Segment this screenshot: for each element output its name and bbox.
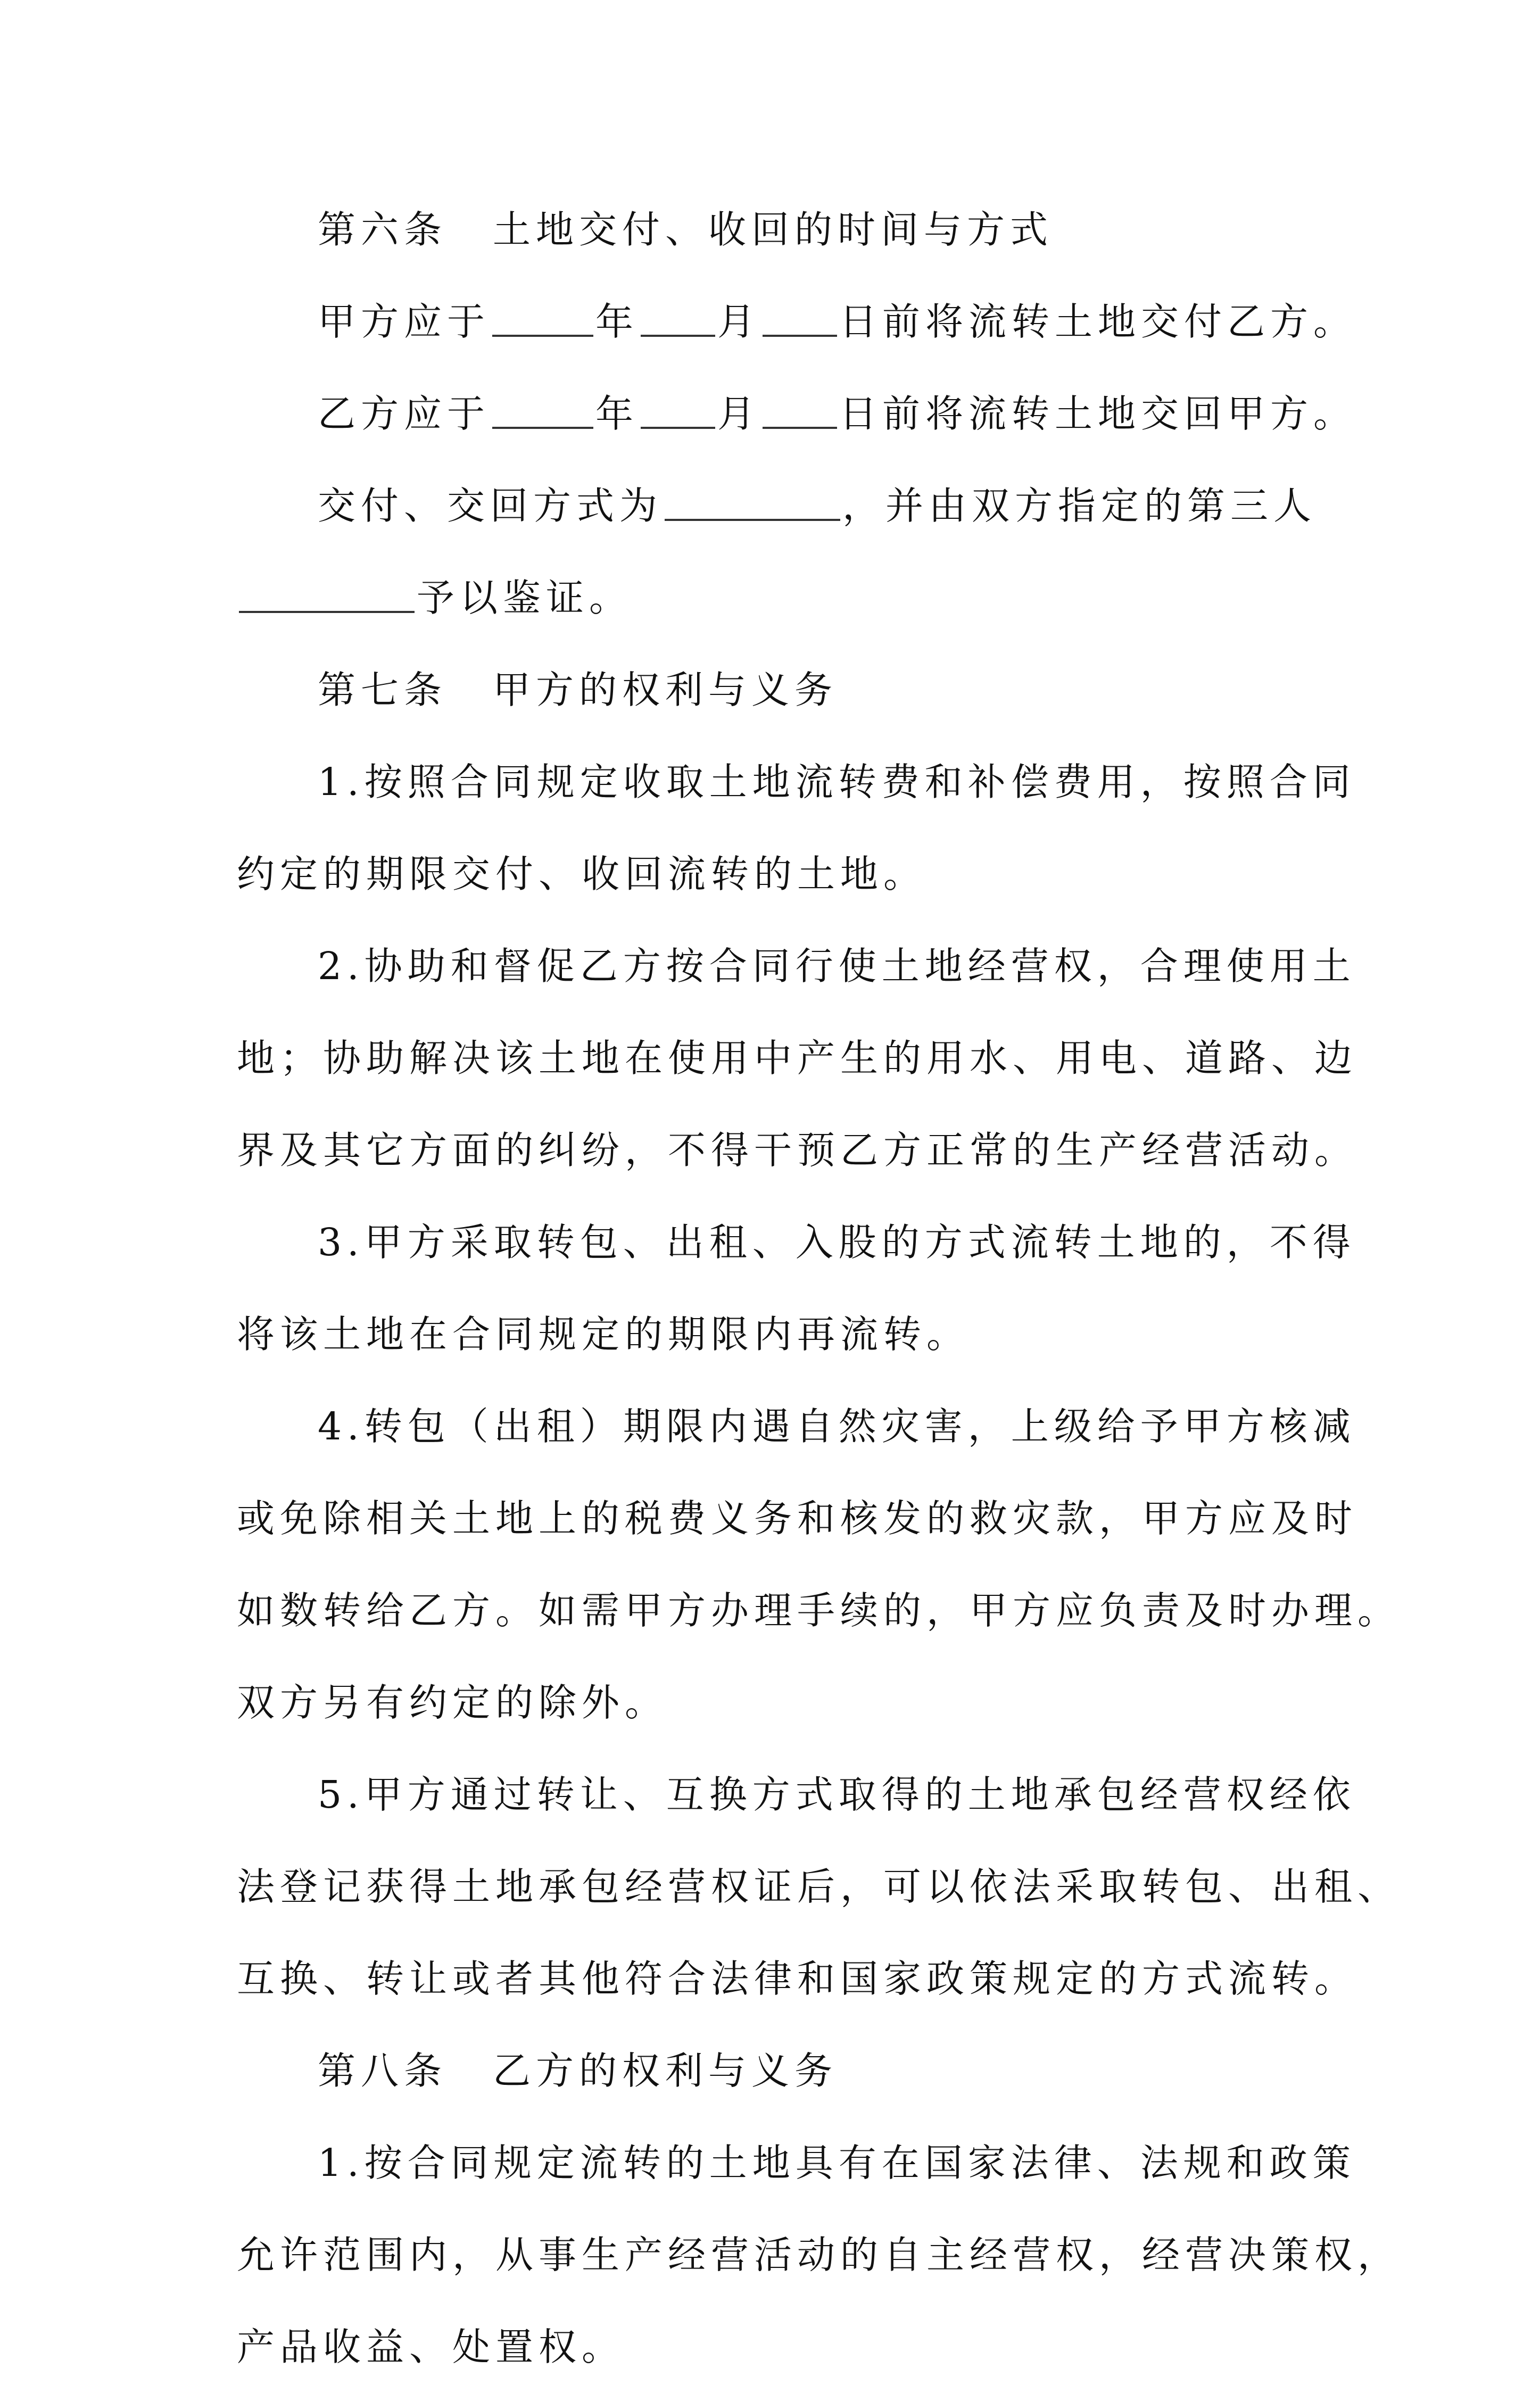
paragraph-line: 法登记获得土地承包经营权证后，可以依法采取转包、出租、: [237, 1865, 1401, 1909]
return-text-a: 乙方应于: [318, 392, 491, 436]
deliver-month-blank: [641, 300, 715, 337]
paragraph-line: 4.转包（出租）期限内遇自然灾害，上级给予甲方核减: [318, 1404, 1356, 1448]
witness-blank: [239, 576, 415, 613]
paragraph-line: 双方另有约定的除外。: [237, 1680, 668, 1725]
article-7-number: 第七条: [318, 668, 448, 712]
return-year-label: 年: [595, 392, 639, 436]
article-8-heading: [237, 2025, 1349, 2117]
return-text-rest: 日前将流转土地交回甲方。: [839, 392, 1357, 436]
deliver-year-label: 年: [595, 300, 639, 344]
deliver-day-blank: [763, 300, 837, 337]
deliver-year-blank: [492, 300, 593, 337]
paragraph-line: 界及其它方面的纠纷，不得干预乙方正常的生产经营活动。: [237, 1128, 1358, 1172]
witness-text: 予以鉴证。: [417, 576, 633, 620]
article-6-title: 土地交付、收回的时间与方式: [493, 208, 1054, 252]
article-6-method-line: [237, 460, 1349, 552]
article-8-title: 乙方的权利与义务: [493, 2049, 838, 2093]
method-text-b: ，并由双方指定的第三人: [842, 484, 1317, 528]
contract-body: [237, 184, 1401, 2393]
paragraph-line: 1.按合同规定流转的土地具有在国家法律、法规和政策: [318, 2141, 1356, 2185]
return-month-blank: [641, 392, 715, 429]
paragraph-line: 5.甲方通过转让、互换方式取得的土地承包经营权经依: [318, 1773, 1356, 1817]
method-blank: [665, 484, 840, 521]
return-month-label: 月: [717, 392, 761, 436]
paragraph-line: 2.协助和督促乙方按合同行使土地经营权，合理使用土: [318, 944, 1356, 988]
article-6-witness-line: [237, 552, 1349, 644]
method-text-a: 交付、交回方式为: [318, 484, 663, 528]
paragraph-line: 地；协助解决该土地在使用中产生的用水、用电、道路、边: [237, 1036, 1358, 1080]
return-year-blank: [492, 392, 593, 429]
paragraph-line: 互换、转让或者其他符合法律和国家政策规定的方式流转。: [237, 1957, 1358, 2001]
article-8-number: 第八条: [318, 2049, 448, 2093]
article-7-heading: [237, 644, 1349, 736]
article-7-title: 甲方的权利与义务: [493, 668, 838, 712]
article-6-deliver-line: [237, 276, 1357, 368]
article-6-number: 第六条: [318, 208, 448, 252]
paragraph-line: 或免除相关土地上的税费义务和核发的救灾款，甲方应及时: [237, 1496, 1358, 1541]
deliver-text-rest: 日前将流转土地交付乙方。: [839, 300, 1357, 344]
paragraph-line: 产品收益、处置权。: [237, 2325, 625, 2369]
article-6-heading: [237, 184, 1349, 276]
paragraph-line: 1.按照合同规定收取土地流转费和补偿费用，按照合同: [318, 760, 1356, 804]
deliver-month-label: 月: [717, 300, 761, 344]
deliver-text-a: 甲方应于: [318, 300, 491, 344]
paragraph-line: 允许范围内，从事生产经营活动的自主经营权，经营决策权，: [237, 2233, 1401, 2277]
paragraph-line: 约定的期限交付、收回流转的土地。: [237, 852, 927, 896]
paragraph-line: 3.甲方采取转包、出租、入股的方式流转土地的，不得: [318, 1220, 1356, 1264]
return-day-blank: [763, 392, 837, 429]
paragraph-line: 将该土地在合同规定的期限内再流转。: [237, 1312, 970, 1356]
article-6-return-line: [237, 368, 1357, 460]
paragraph-line: 如数转给乙方。如需甲方办理手续的，甲方应负责及时办理。: [237, 1588, 1401, 1633]
